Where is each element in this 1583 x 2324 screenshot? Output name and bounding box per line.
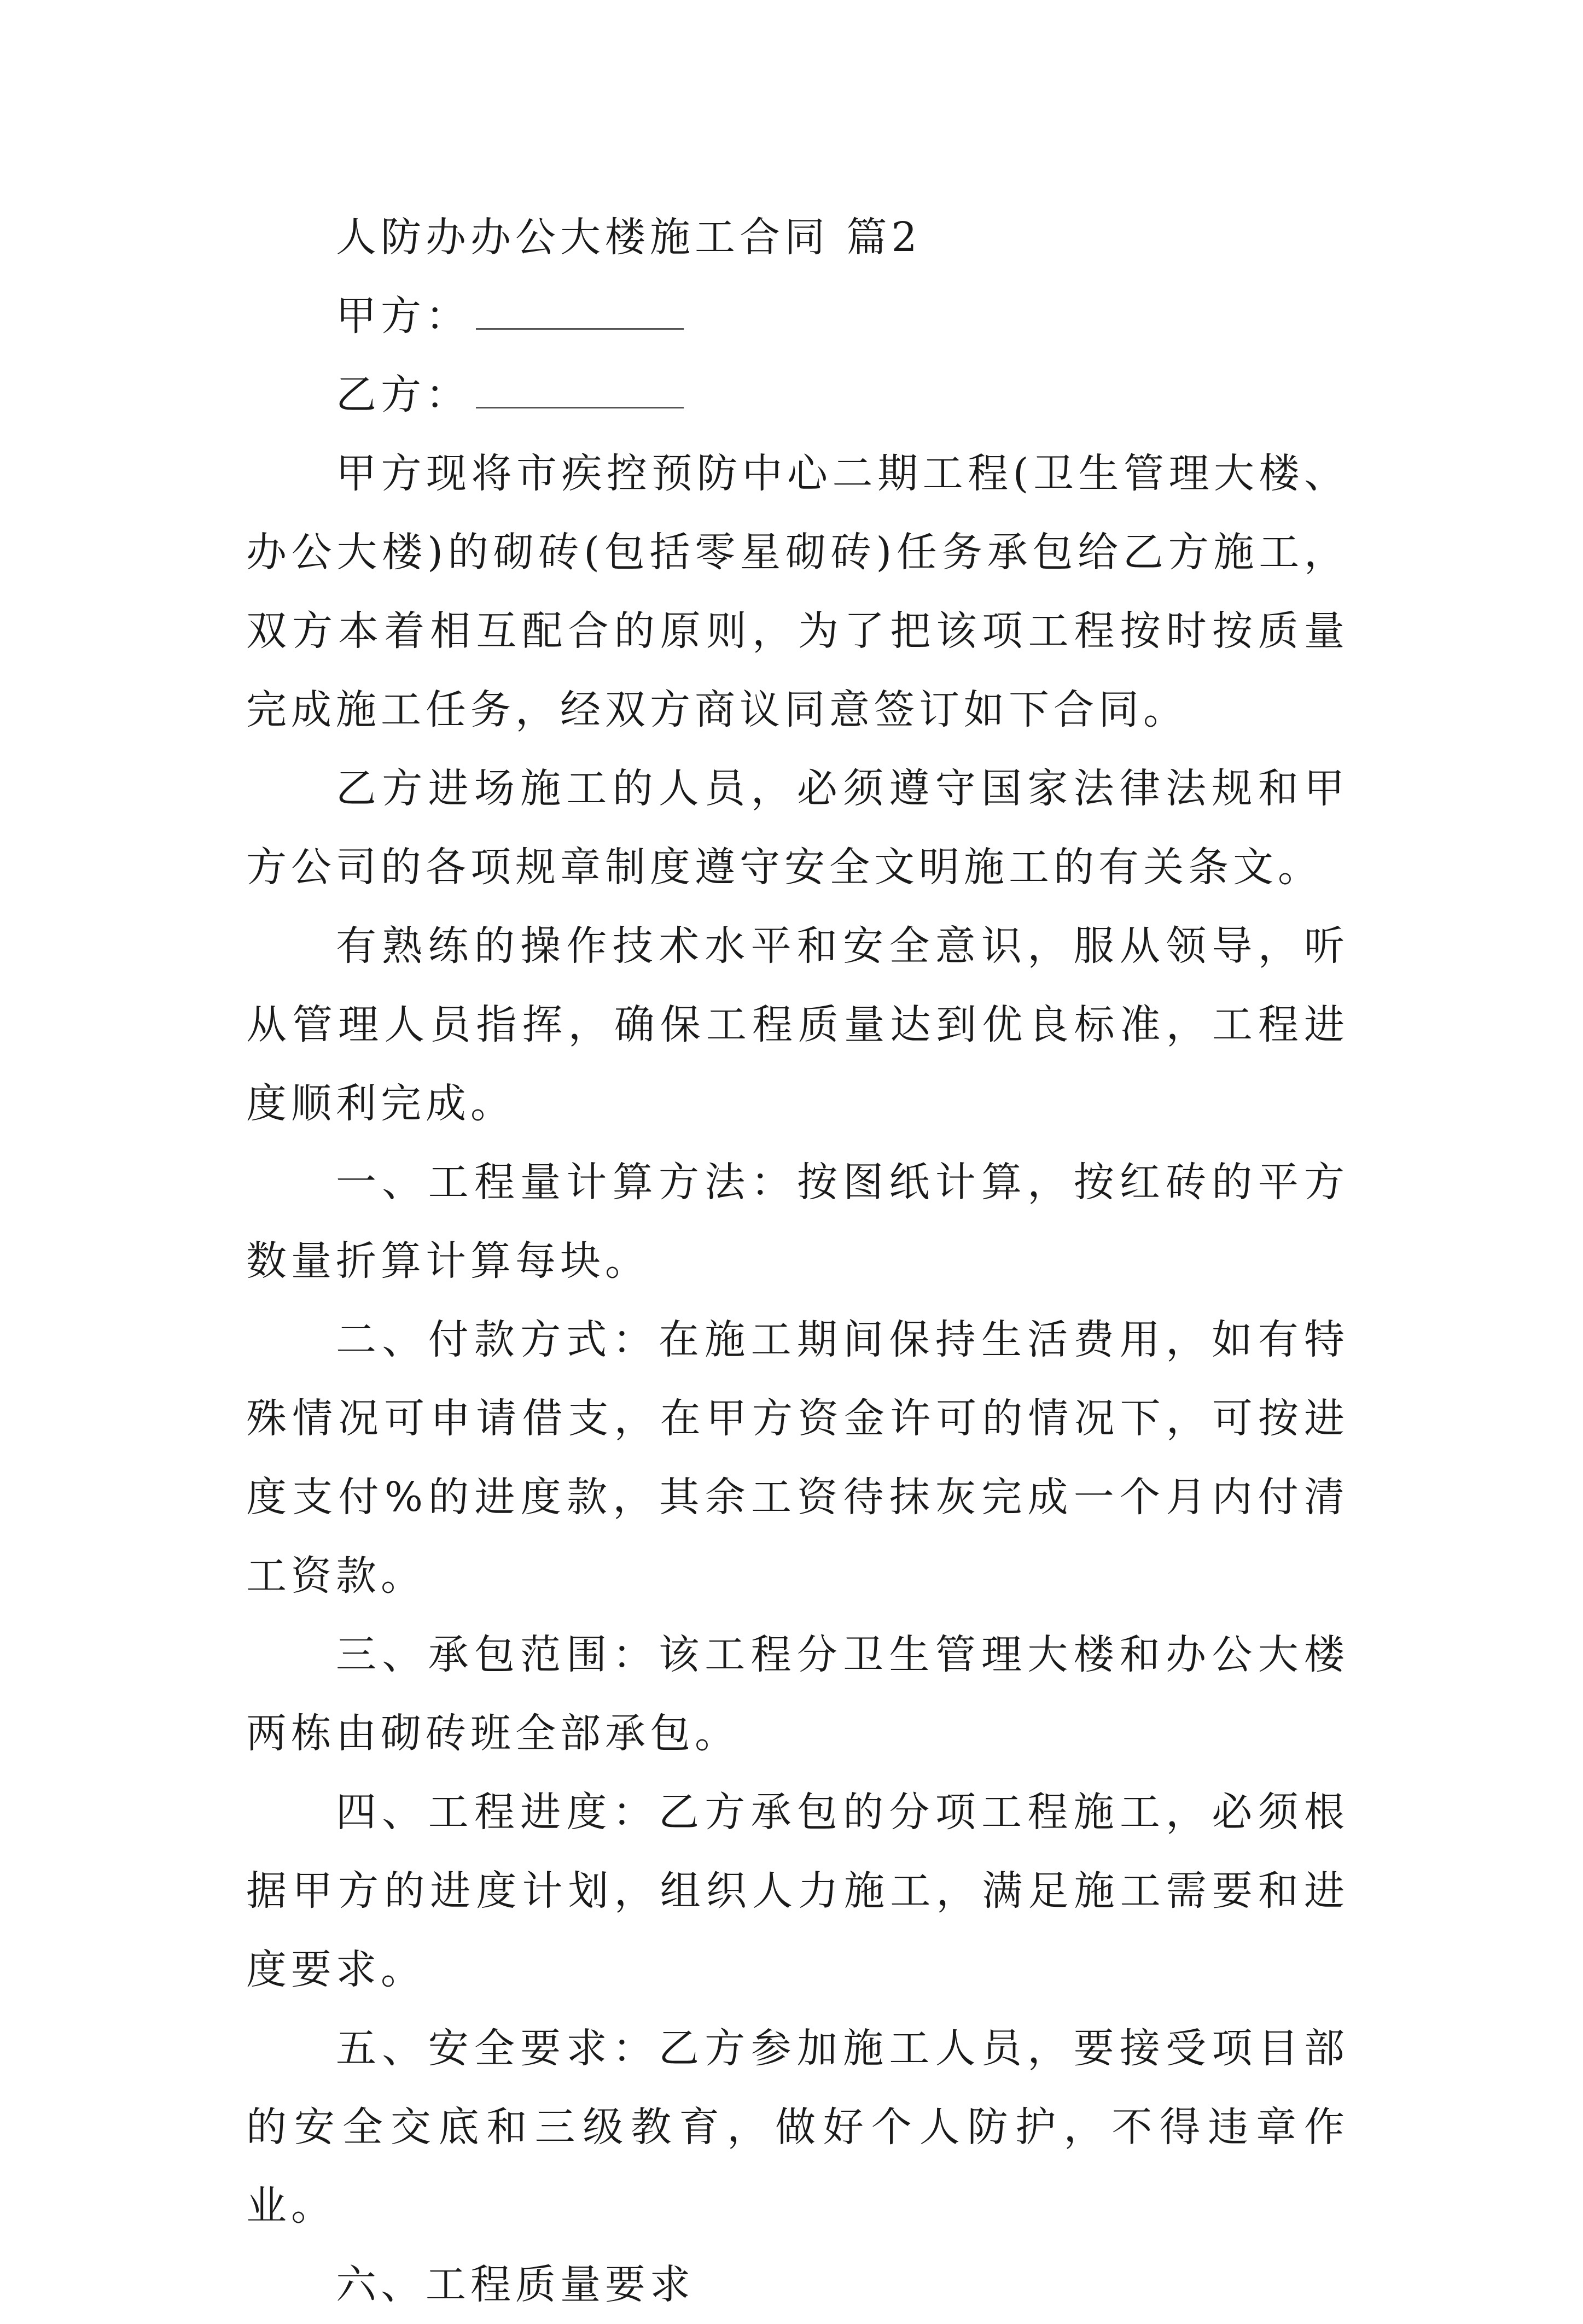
document-body <box>246 198 1349 2324</box>
paragraph-personnel: 乙方进场施工的人员，必须遵守国家法律法规和甲方公司的各项规章制度遵守安全文明施工的有关条文。 <box>246 765 1349 891</box>
paragraph-skills: 有熟练的操作技术水平和安全意识，服从领导，听从管理人员指挥，确保工程质量达到优良标准，工程进度顺利完成。 <box>246 922 1349 1127</box>
party-a-line <box>246 277 1349 355</box>
clause-6-quality: 六、工程质量要求 <box>336 2261 695 2308</box>
paragraph-intro: 甲方现将市疾控预防中心二期工程(卫生管理大楼、办公大楼)的砌砖(包括零星砌砖)任务承包给乙方施工，双方本着相互配合的原则，为了把该项工程按时按质量完成施工任务，经双方商议同意签订如下合同。 <box>246 450 1349 733</box>
clause-4-progress: 四、工程进度：乙方承包的分项工程施工，必须根据甲方的进度计划，组织人力施工，满足施工需要和进度要求。 <box>246 1789 1349 1993</box>
clause-1-quantity: 一、工程量计算方法：按图纸计算，按红砖的平方数量折算计算每块。 <box>246 1159 1349 1284</box>
clause-2-payment: 二、付款方式：在施工期间保持生活费用，如有特殊情况可申请借支，在甲方资金许可的情况下，可按进度支付%的进度款，其余工资待抹灰完成一个月内付清工资款。 <box>246 1316 1349 1599</box>
party-a-blank <box>476 295 684 330</box>
clause-3-scope: 三、承包范围：该工程分卫生管理大楼和办公大楼两栋由砌砖班全部承包。 <box>246 1631 1349 1757</box>
party-b-line <box>246 355 1349 434</box>
party-b-blank <box>476 374 684 408</box>
document-title: 人防办办公大楼施工合同 篇2 <box>336 214 922 261</box>
party-a-label: 甲方： <box>336 293 470 340</box>
clause-5-safety: 五、安全要求：乙方参加施工人员，要接受项目部的安全交底和三级教育，做好个人防护，不得违章作业。 <box>246 2025 1349 2229</box>
party-b-label: 乙方： <box>336 371 470 418</box>
